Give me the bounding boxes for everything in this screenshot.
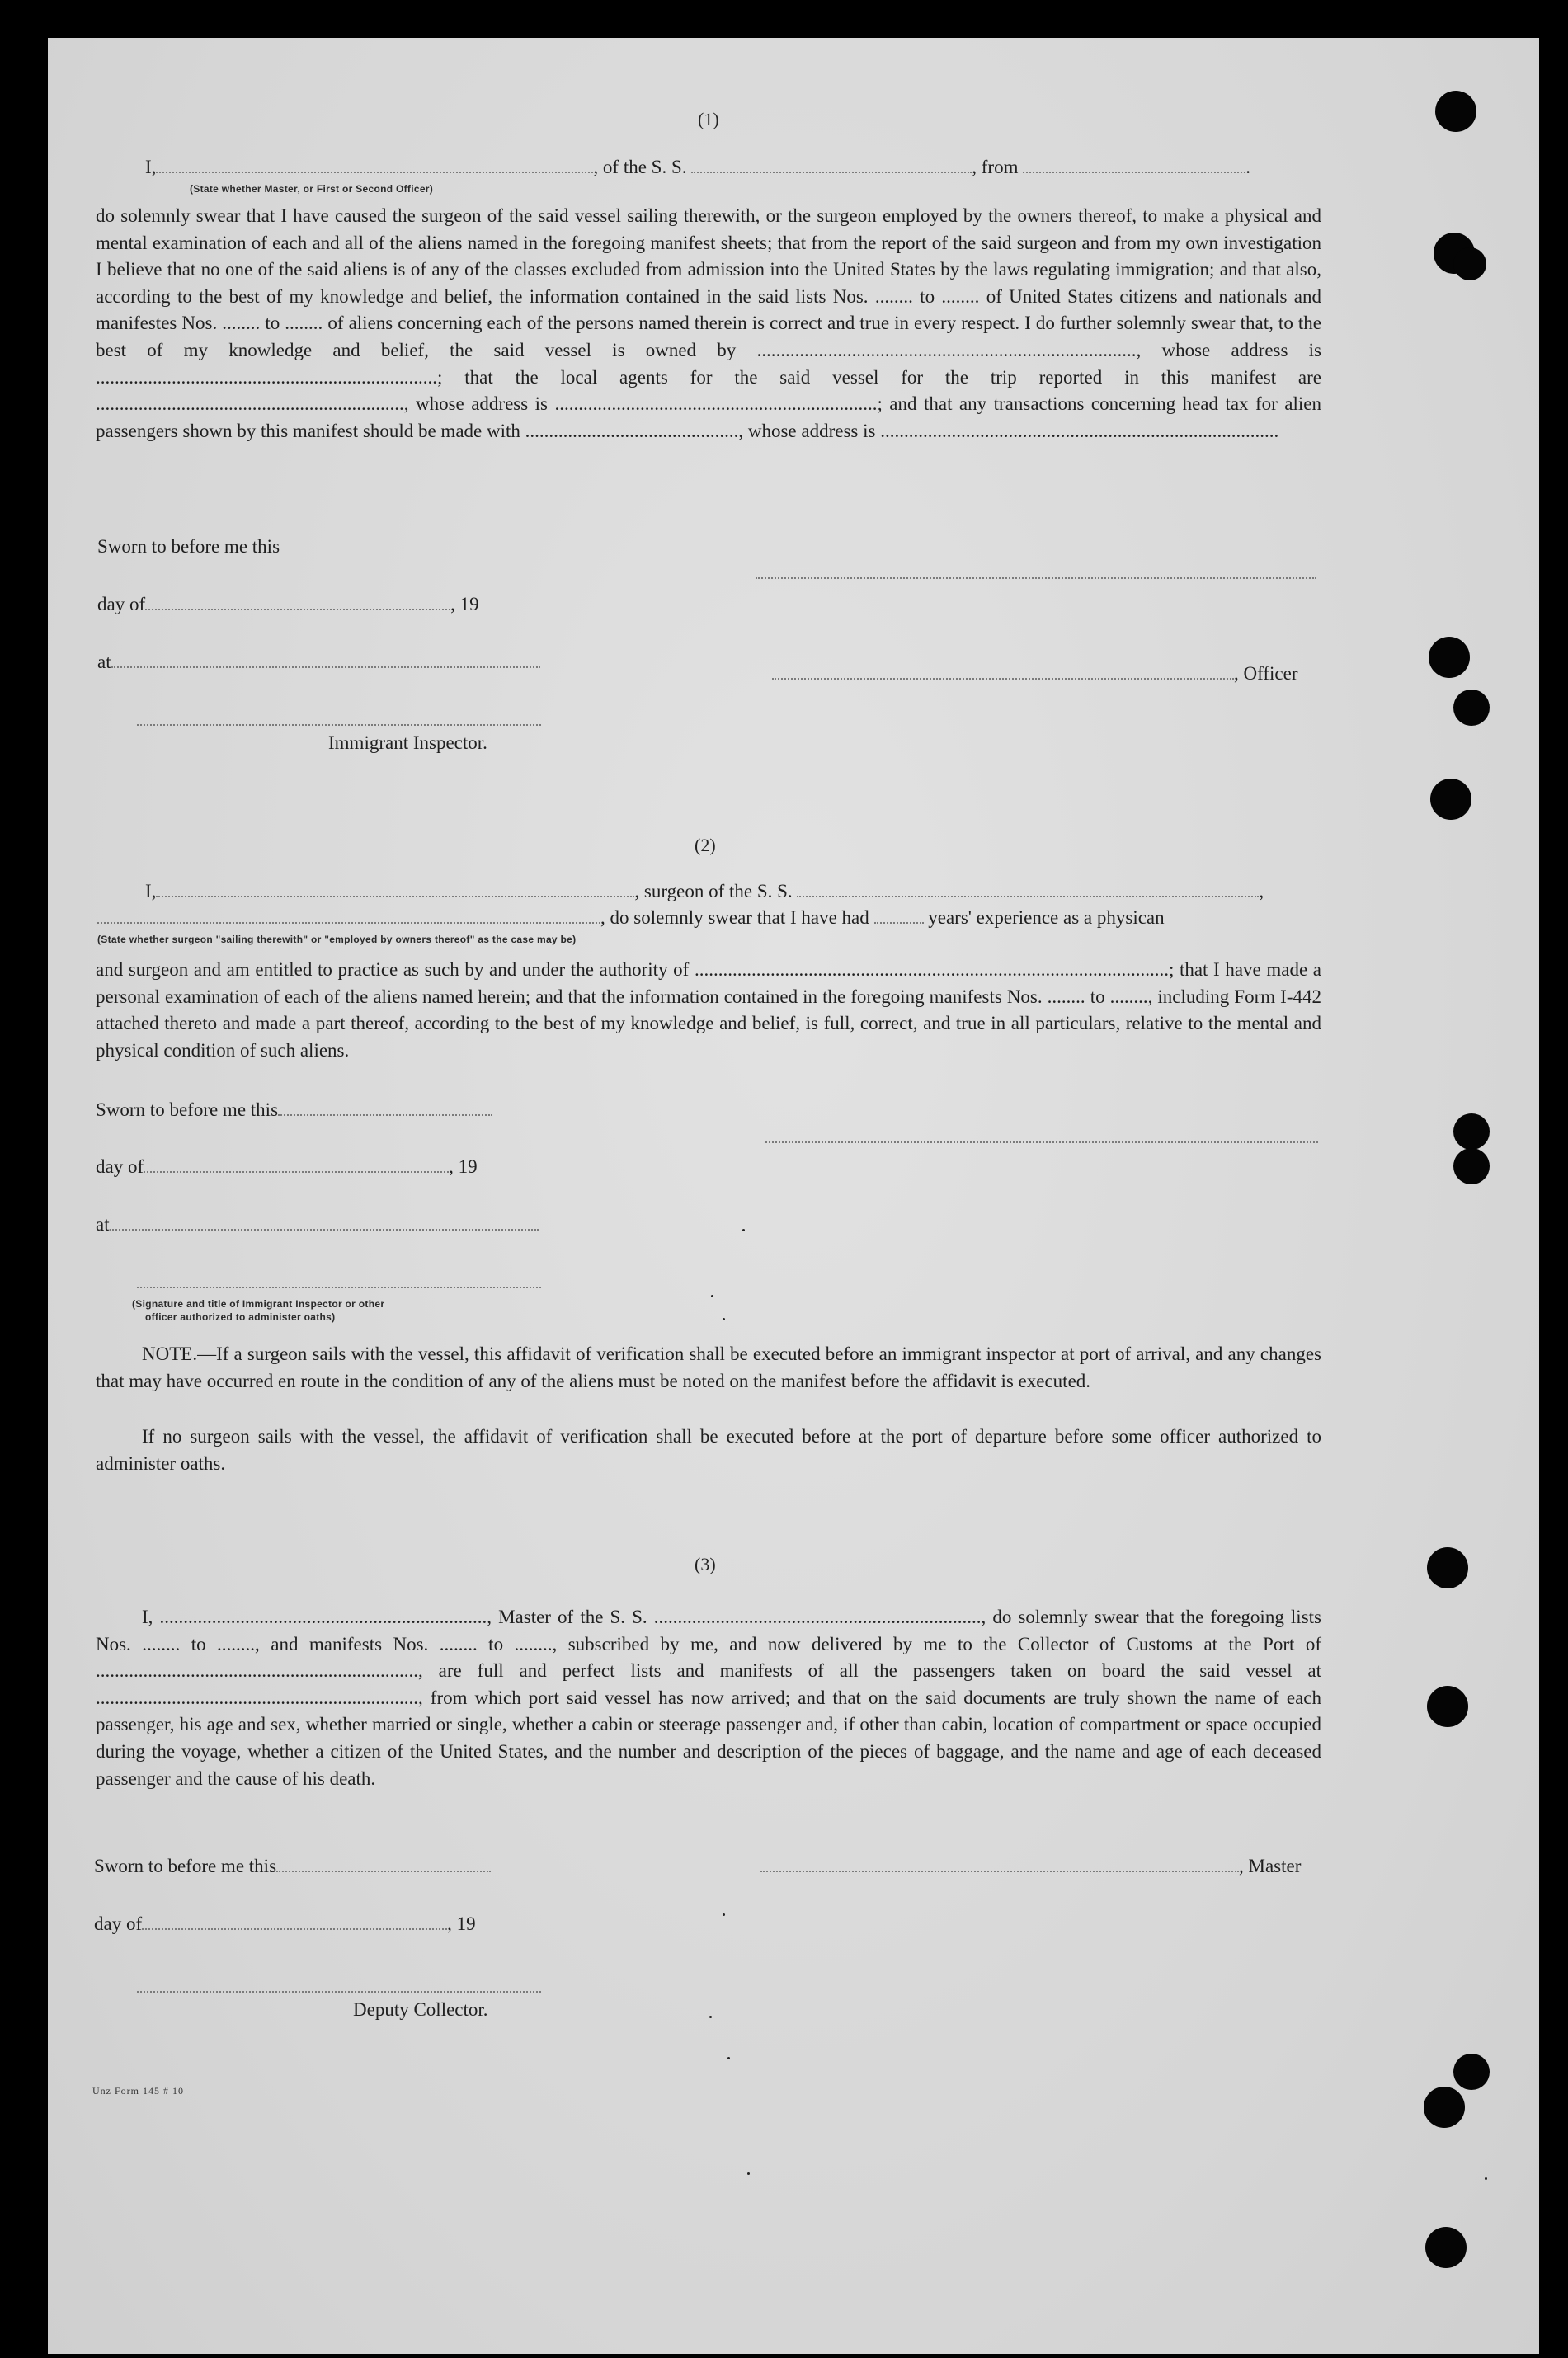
- binder-hole: [1453, 2054, 1490, 2090]
- binder-hole: [1453, 1113, 1490, 1150]
- note-paragraph-1: NOTE.—If a surgeon sails with the vessel, this affidavit of verification shall be executed before an immigrant inspector at port of arrival, and any changes that may have occurred en route in the condition of any of the aliens must be noted on the manifest before the affidavit is executed.: [96, 1344, 1321, 1391]
- section-3-deputy-line: [137, 1991, 541, 1993]
- section-2-sig-hint-1: (Signature and title of Immigrant Inspector or other: [132, 1298, 385, 1310]
- master-label: , Master: [1239, 1856, 1302, 1876]
- section-1-at-line: at: [97, 652, 540, 673]
- binder-hole: [1453, 1148, 1490, 1184]
- binder-hole: [1425, 2227, 1467, 2268]
- section-2-second-line: , do solemnly swear that I have had years' experience as a physican: [97, 907, 1165, 929]
- scan-speck: [747, 2172, 750, 2175]
- section-3-day-line: day of , 19: [94, 1913, 476, 1934]
- binder-hole: [1435, 91, 1476, 132]
- section-1-affidavit: do solemnly swear that I have caused the surgeon of the said vessel sailing therewith, or the surgeon employed by the owners thereof, to make a physical and mental examination of each and all of the aliens named in the foregoing manifest sheets; that from the report of the said surgeon and from my own investigation I believe that no one of the said aliens is of any of the classes excluded from admission into the United States by the laws regulating immigration; and that also, according to the best of my knowledge and belief, the information contained in the said lists Nos. ........ to ........ of United States citizens and nationals and manifestes Nos. ........ to ........ of aliens concerning each of the persons named therein is correct and true in every respect. I do further solemnly swear that, to the best of my knowledge and belief, the said vessel is owned by ................................................................................, whose address is ........................................................................; that the local agents for the said vessel for the trip reported in this manifest are ................................................................., whose address is ....................................................................; and that any transactions concerning head tax for alien passengers shown by this manifest should be made with ............................................., whose address is ....................................................................................: [96, 205, 1321, 441]
- section-2-number: (2): [695, 835, 716, 855]
- section-1-from-label: , from: [972, 157, 1019, 177]
- binder-hole: [1427, 1686, 1468, 1727]
- section-2-at-line: at: [96, 1214, 539, 1235]
- section-2-hint: (State whether surgeon "sailing therewith" or "employed by owners thereof" as the case may be): [97, 934, 577, 945]
- scan-speck: [742, 1229, 745, 1231]
- section-3-number: (3): [695, 1554, 716, 1574]
- section-1-inspector-line: [137, 724, 541, 726]
- binder-hole: [1430, 779, 1471, 820]
- section-1-sworn: Sworn to before me this: [97, 536, 280, 557]
- section-2-affidavit: and surgeon and am entitled to practice as such by and under the authority of ....................................................................................................; that I have made a personal examination of each of the aliens named herein; and that the information contained in the foregoing manifests Nos. ........ to ........, including Form I-442 attached thereto and made a part thereof, according to the best of my knowledge and belief, is full, correct, and true in all particulars, relative to the mental and physical condition of such aliens.: [96, 959, 1321, 1061]
- section-1-i-label: I,: [145, 157, 157, 177]
- binder-hole: [1424, 2087, 1465, 2128]
- section-2-signature-line: [765, 1141, 1318, 1143]
- note-paragraph-2: If no surgeon sails with the vessel, the affidavit of verification shall be executed before at the port of departure before some officer authorized to administer oaths.: [96, 1426, 1321, 1474]
- form-code: Unz Form 145 # 10: [92, 2085, 184, 2097]
- section-1-hint: (State whether Master, or First or Second Officer): [190, 183, 434, 195]
- section-2-day-line: day of , 19: [96, 1156, 478, 1177]
- section-1-opening-line: I, , of the S. S. , from .: [145, 157, 1250, 177]
- immigrant-inspector-label: Immigrant Inspector.: [328, 732, 487, 753]
- scan-speck: [723, 1913, 725, 1916]
- section-1-day-line: day of , 19: [97, 594, 479, 614]
- officer-label: , Officer: [1234, 663, 1298, 684]
- section-2-sig-hint-2: officer authorized to administer oaths): [145, 1311, 336, 1323]
- section-3-master-line: [760, 1856, 1301, 1877]
- section-1-officer-line: [772, 663, 1297, 685]
- section-1-vessel-label: , of the S. S.: [593, 157, 687, 177]
- section-2-inspector-line: [137, 1287, 541, 1288]
- section-3-affidavit: I, ....................................................................., Master of the S. S. ....................................................................., do solemnly swear that the foregoing lists Nos. ........ to ........, and manifests Nos. ........ to ........, subscribed by me, and now delivered by me to the Collector of Customs at the Port of ...................................................................., are full and perfect lists and manifests of all the passengers taken on board the said vessel at ...................................................................., from which port said vessel has now arrived; and that on the said documents are truly shown the name of each passenger, his age and sex, whether married or single, whether a cabin or steerage passenger and, if other than cabin, location of compartment or space occupied during the voyage, whether a citizen of the United States, and the number and description of the pieces of baggage, and the name and age of each deceased passenger and the cause of his death.: [96, 1607, 1321, 1789]
- scan-speck: [1485, 2177, 1487, 2180]
- binder-hole: [1429, 637, 1470, 678]
- scan-speck: [709, 2016, 712, 2018]
- scan-speck: [711, 1295, 713, 1297]
- section-2-opening-line: I, , surgeon of the S. S. ,: [145, 881, 1264, 901]
- section-1-number: (1): [698, 109, 719, 129]
- binder-hole: [1453, 247, 1486, 280]
- binder-hole: [1427, 1547, 1468, 1588]
- section-1-signature-line: [756, 577, 1316, 579]
- section-2-sworn: Sworn to before me this: [96, 1099, 492, 1121]
- deputy-collector-label: Deputy Collector.: [353, 1999, 488, 2020]
- scan-speck: [727, 2057, 730, 2059]
- section-3-sworn: Sworn to before me this: [94, 1856, 491, 1877]
- scan-speck: [723, 1318, 725, 1320]
- binder-hole: [1453, 690, 1490, 726]
